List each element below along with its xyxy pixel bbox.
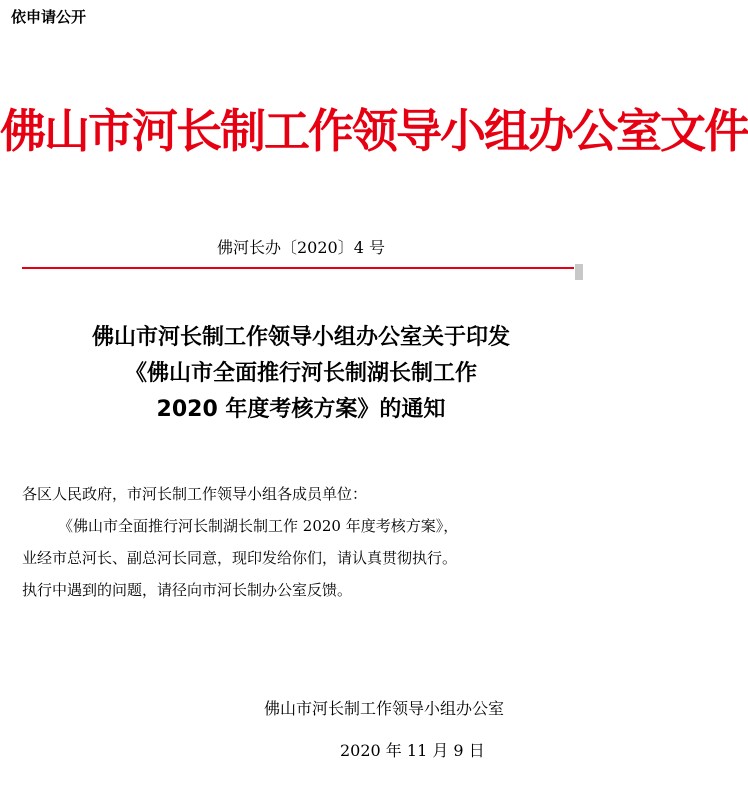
- document-number: 佛河长办〔2020〕4 号: [217, 238, 385, 257]
- title-line-3: 2020 年度考核方案》的通知: [156, 397, 446, 422]
- body-line-2: 业经市总河长、副总河长同意，现印发给你们，请认真贯彻执行。: [22, 549, 458, 567]
- issue-date: 2020 年 11 月 9 日: [340, 741, 485, 760]
- title-line-1: 佛山市河长制工作领导小组办公室关于印发: [91, 325, 510, 350]
- disclosure-label: 依申请公开: [11, 8, 87, 26]
- masthead-title: 佛山市河长制工作领导小组办公室文件: [0, 104, 748, 158]
- body-line-3: 执行中遇到的问题，请径向市河长制办公室反馈。: [22, 581, 353, 599]
- red-separator-line: [22, 267, 574, 269]
- document-title: [0, 320, 602, 428]
- scrollbar-thumb[interactable]: [575, 264, 583, 280]
- issuer-signature: 佛山市河长制工作领导小组办公室: [264, 699, 505, 718]
- document-body: [22, 478, 582, 606]
- body-line-1: 《佛山市全面推行河长制湖长制工作 2020 年度考核方案》，: [58, 517, 459, 535]
- salutation: 各区人民政府，市河长制工作领导小组各成员单位：: [22, 485, 368, 503]
- title-line-2: 《佛山市全面推行河长制湖长制工作: [124, 361, 477, 386]
